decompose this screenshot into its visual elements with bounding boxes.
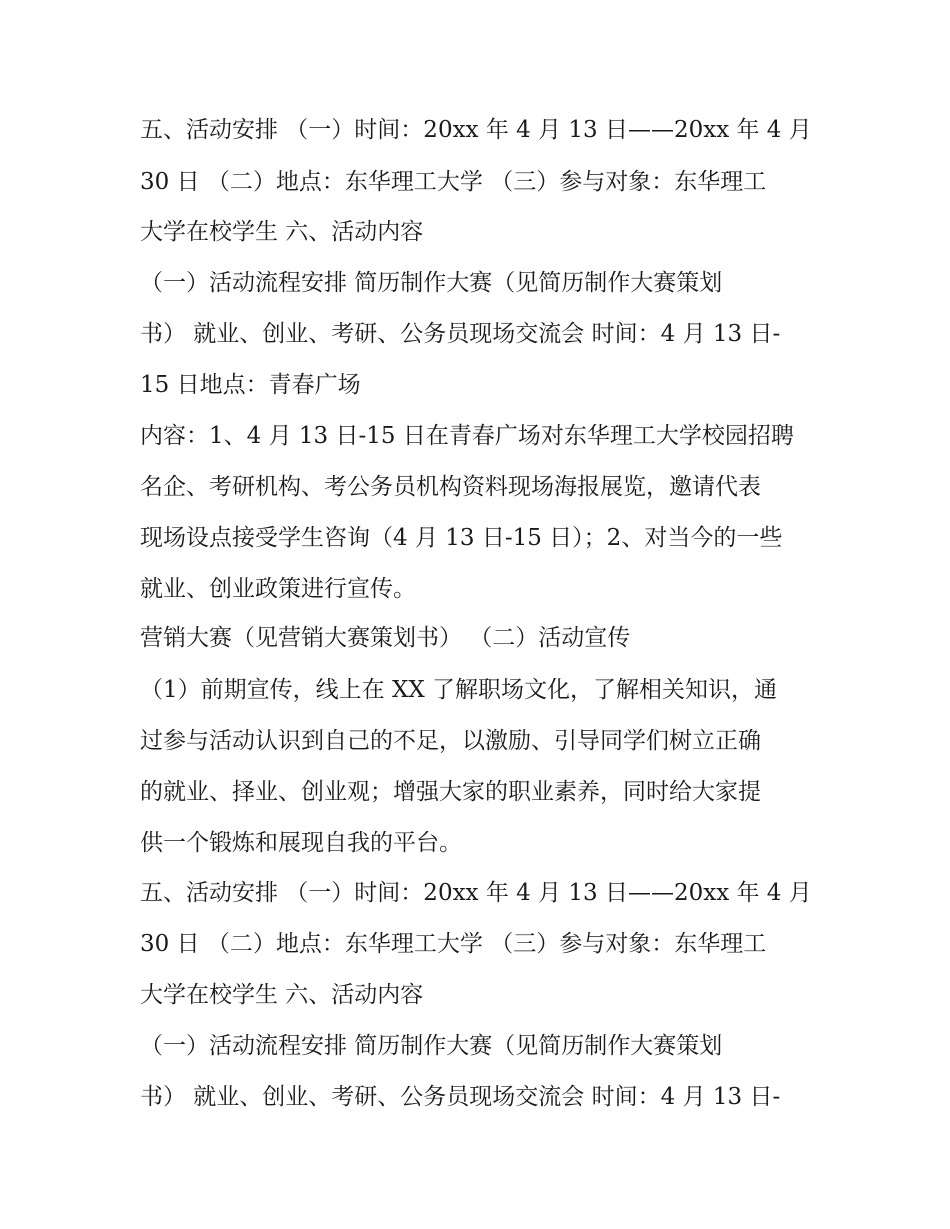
- text-line: 大学在校学生 六、活动内容: [140, 982, 424, 1008]
- text-line: （一）活动流程安排 简历制作大赛（见简历制作大赛策划: [140, 1033, 723, 1059]
- text-line: 就业、创业政策进行宣传。: [140, 576, 416, 602]
- text-line: （一）活动流程安排 简历制作大赛（见简历制作大赛策划: [140, 270, 723, 296]
- text-line: 名企、考研机构、考公务员机构资料现场海报展览，邀请代表: [140, 474, 761, 500]
- text-line: 30 日 （二）地点：东华理工大学 （三）参与对象：东华理工: [140, 931, 767, 957]
- text-line: 供一个锻炼和展现自我的平台。: [140, 830, 462, 856]
- text-line: 大学在校学生 六、活动内容: [140, 219, 424, 245]
- text-line: 现场设点接受学生咨询（4 月 13 日-15 日）；2、对当今的一些: [140, 525, 783, 551]
- text-line: 书） 就业、创业、考研、公务员现场交流会 时间：4 月 13 日-: [140, 321, 781, 347]
- text-line: 五、活动安排 （一）时间：20xx 年 4 月 13 日——20xx 年 4 月: [140, 117, 812, 143]
- text-line: （1）前期宣传，线上在 XX 了解职场文化，了解相关知识，通: [140, 677, 778, 703]
- text-line: 过参与活动认识到自己的不足，以激励、引导同学们树立正确: [140, 728, 761, 754]
- text-line: 内容：1、4 月 13 日-15 日在青春广场对东华理工大学校园招聘: [140, 423, 794, 449]
- text-line: 15 日地点：青春广场: [140, 372, 361, 398]
- text-line: 五、活动安排 （一）时间：20xx 年 4 月 13 日——20xx 年 4 月: [140, 880, 812, 906]
- text-line: 营销大赛（见营销大赛策划书） （二）活动宣传: [140, 625, 631, 651]
- text-line: 30 日 （二）地点：东华理工大学 （三）参与对象：东华理工: [140, 169, 767, 195]
- text-line: 的就业、择业、创业观；增强大家的职业素养，同时给大家提: [140, 779, 761, 805]
- text-line: 书） 就业、创业、考研、公务员现场交流会 时间：4 月 13 日-: [140, 1084, 781, 1110]
